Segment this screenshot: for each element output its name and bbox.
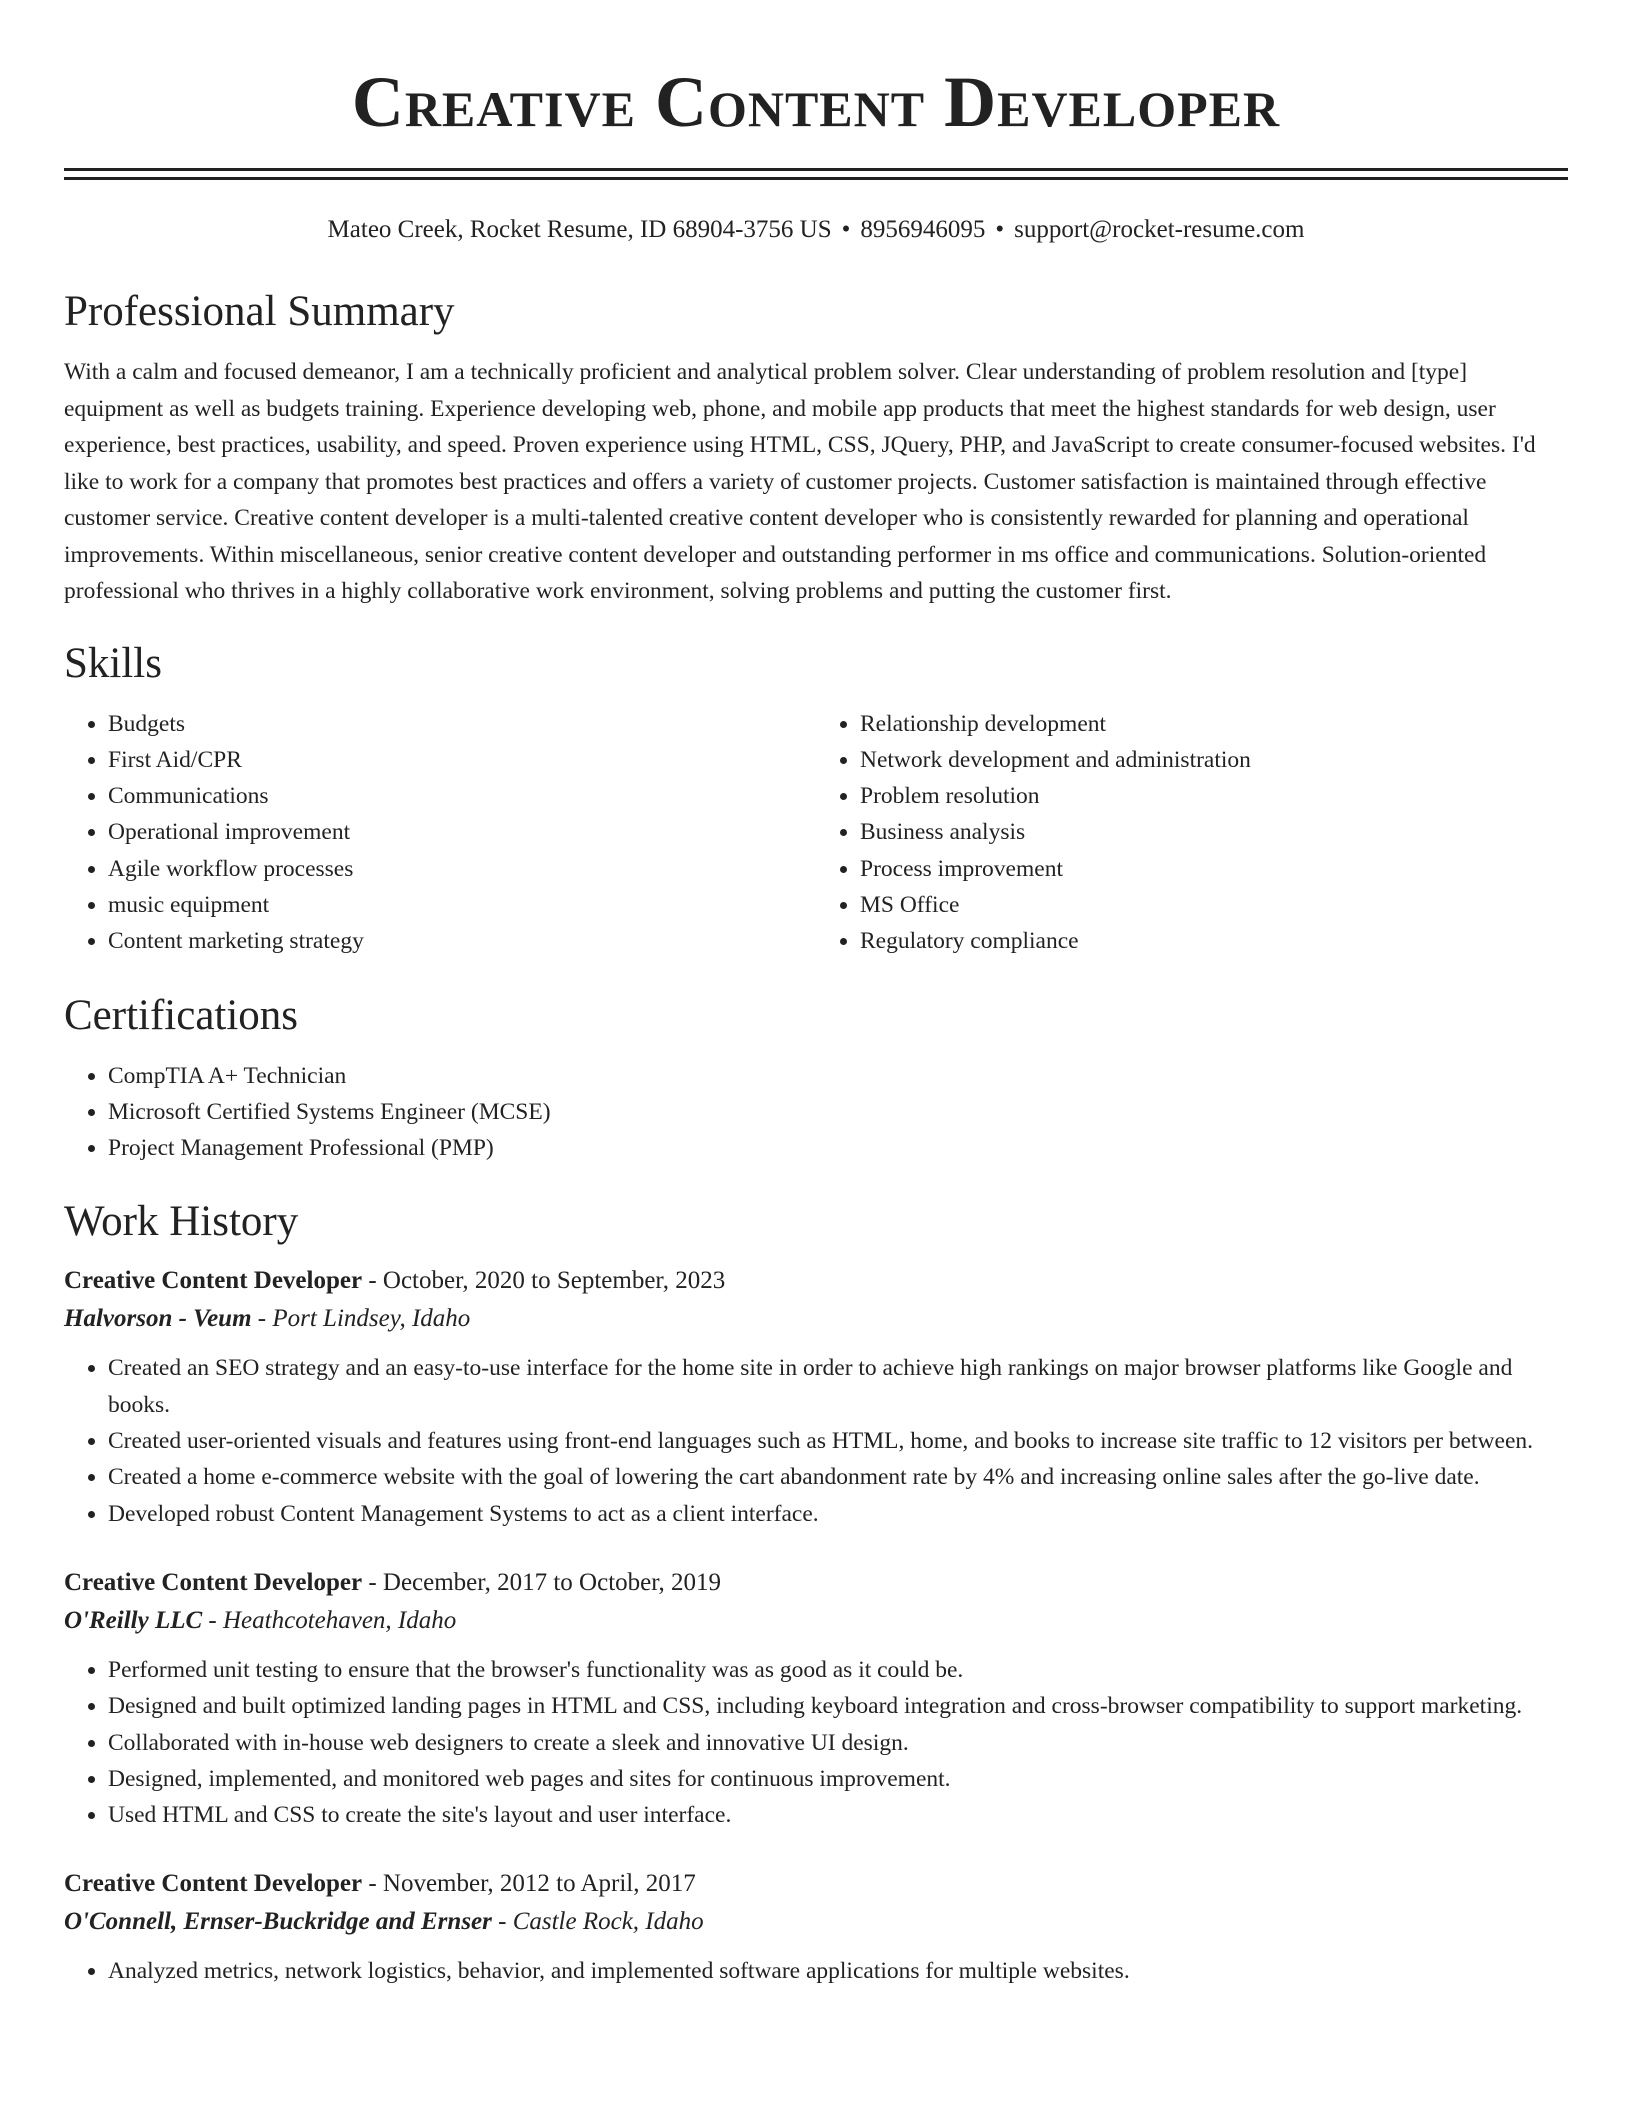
job-company: O'Connell, Ernser-Buckridge and Ernser — [64, 1908, 492, 1936]
job-bullet: • Analyzed metrics, network logistics, behavior, and implemented software applications for multiple websites. — [108, 1953, 1568, 1989]
skill-item: • MS Office — [860, 887, 1568, 923]
skill-item: • Operational improvement — [108, 814, 816, 850]
job-bullet: • Designed and built optimized landing pages in HTML and CSS, including keyboard integration and cross-browser compatibility to support marketing. — [108, 1688, 1568, 1724]
job-entry — [64, 1564, 1568, 1833]
summary-heading: Professional Summary — [64, 288, 455, 335]
skills-right-list — [816, 706, 1568, 960]
job-title-line — [64, 1564, 1568, 1602]
job-bullets — [64, 1953, 1568, 1989]
certification-item: • CompTIA A+ Technician — [108, 1058, 1568, 1094]
certification-item: • Project Management Professional (PMP) — [108, 1130, 1568, 1166]
contact-address: Mateo Creek, Rocket Resume, ID 68904-3756 US — [327, 216, 832, 243]
skill-item: • Process improvement — [860, 851, 1568, 887]
job-bullet: • Created a home e-commerce website with the goal of lowering the cart abandonment rate by 4% and increasing online sales after the go-live date. — [108, 1459, 1568, 1495]
skill-item: • Communications — [108, 778, 816, 814]
job-company-line — [64, 1903, 1568, 1941]
skill-item: • Relationship development — [860, 706, 1568, 742]
job-bullet: • Developed robust Content Management Systems to act as a client interface. — [108, 1496, 1568, 1532]
job-bullet: • Collaborated with in-house web designers to create a sleek and innovative UI design. — [108, 1725, 1568, 1761]
work-history-heading: Work History — [64, 1198, 299, 1246]
job-bullets — [64, 1652, 1568, 1833]
certifications-heading: Certifications — [64, 991, 299, 1039]
contact-line — [64, 214, 1568, 246]
job-bullets — [64, 1350, 1568, 1531]
job-dates: - November, 2012 to April, 2017 — [362, 1870, 696, 1898]
job-bullet: • Used HTML and CSS to create the site's layout and user interface. — [108, 1797, 1568, 1833]
job-location: - Castle Rock, Idaho — [491, 1908, 704, 1936]
job-bullet: • Created an SEO strategy and an easy-to-use interface for the home site in order to achieve high rankings on major browser platforms like Google and books. — [108, 1350, 1568, 1423]
contact-phone: 8956946095 — [860, 216, 986, 243]
resume-page — [64, 0, 1568, 1990]
job-company: Halvorson - Veum — [64, 1305, 252, 1333]
skill-item: • Problem resolution — [860, 778, 1568, 814]
skill-item: • Business analysis — [860, 814, 1568, 850]
skills-columns — [64, 706, 1568, 960]
contact-separator: • — [995, 216, 1005, 243]
summary-text: With a calm and focused demeanor, I am a technically proficient and analytical problem solver. Clear understanding of problem resolution and [type] equipment as well as budgets training. Experience developing web, phone, and mobile app products that meet the highest standards for web design, user experience, best practices, usability, and speed. Proven experience using HTML, CSS, JQuery, PHP, and JavaScript to create consumer-focused websites. I'd like to work for a company that promotes best practices and offers a variety of customer projects. Customer satisfaction is maintained through effective customer service. Creative content developer is a multi-talented creative content developer who is consistently rewarded for planning and operational improvements. Within miscellaneous, senior creative content developer and outstanding performer in ms office and communications. Solution-oriented professional who thrives in a highly collaborative work environment, solving problems and putting the customer first. — [64, 359, 1536, 604]
job-title-line — [64, 1262, 1568, 1300]
skill-item: • First Aid/CPR — [108, 742, 816, 778]
title-divider-bottom — [64, 177, 1568, 180]
job-entry — [64, 1865, 1568, 1989]
job-title-line — [64, 1865, 1568, 1903]
job-company: O'Reilly LLC — [64, 1606, 203, 1634]
job-bullet: • Designed, implemented, and monitored web pages and sites for continuous improvement. — [108, 1761, 1568, 1797]
job-company-line — [64, 1300, 1568, 1338]
skill-item: • Agile workflow processes — [108, 851, 816, 887]
job-dates: - December, 2017 to October, 2019 — [362, 1568, 722, 1596]
job-location: - Heathcotehaven, Idaho — [202, 1606, 457, 1634]
job-dates: - October, 2020 to September, 2023 — [362, 1267, 726, 1295]
job-company-line — [64, 1602, 1568, 1640]
skill-item: • Regulatory compliance — [860, 923, 1568, 959]
title-divider-top — [64, 168, 1568, 171]
certifications-list — [64, 1058, 1568, 1167]
contact-separator: • — [841, 216, 851, 243]
job-entry — [64, 1262, 1568, 1531]
skills-left-list — [64, 706, 816, 960]
skill-item: • music equipment — [108, 887, 816, 923]
skill-item: • Content marketing strategy — [108, 923, 816, 959]
job-bullet: • Created user-oriented visuals and features using front-end languages such as HTML, home, and books to increase site traffic to 12 visitors per between. — [108, 1423, 1568, 1459]
certification-item: • Microsoft Certified Systems Engineer (MCSE) — [108, 1094, 1568, 1130]
job-title: Creative Content Developer — [64, 1568, 363, 1596]
resume-title: Creative Content Developer — [351, 62, 1281, 142]
job-bullet: • Performed unit testing to ensure that the browser's functionality was as good as it could be. — [108, 1652, 1568, 1688]
job-location: - Port Lindsey, Idaho — [251, 1305, 471, 1333]
job-title: Creative Content Developer — [64, 1870, 363, 1898]
skill-item: • Budgets — [108, 706, 816, 742]
skill-item: • Network development and administration — [860, 742, 1568, 778]
skills-heading: Skills — [64, 639, 162, 687]
job-title: Creative Content Developer — [64, 1267, 363, 1295]
contact-email: support@rocket-resume.com — [1014, 216, 1305, 243]
